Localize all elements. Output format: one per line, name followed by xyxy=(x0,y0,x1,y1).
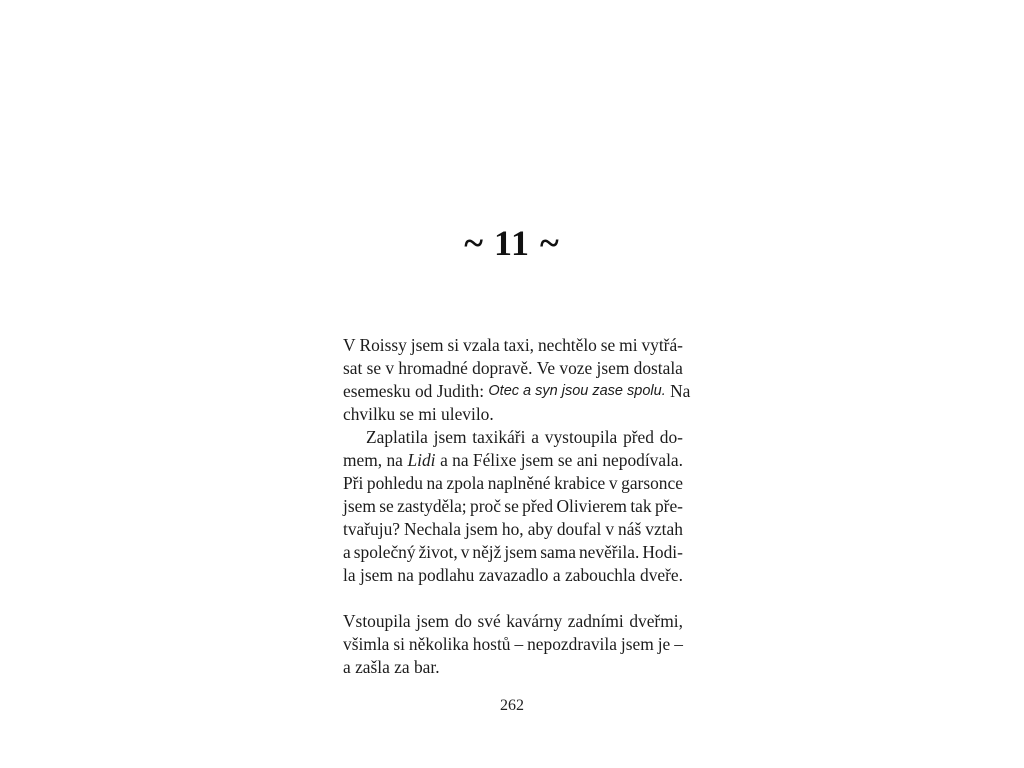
word: jsem xyxy=(343,496,376,516)
word: v xyxy=(460,542,470,562)
word: své xyxy=(477,611,501,631)
word: si xyxy=(447,335,460,355)
word: v xyxy=(605,519,615,539)
word: jsem xyxy=(416,611,450,631)
word: Vstoupila xyxy=(343,611,411,631)
word: dostala xyxy=(633,358,683,378)
word: Olivierem xyxy=(556,496,627,516)
word: jsem xyxy=(620,634,654,654)
word: do xyxy=(454,611,472,631)
word: a xyxy=(531,427,539,447)
word: jsem xyxy=(596,358,630,378)
word: život, xyxy=(418,542,458,562)
word: Ve xyxy=(536,358,556,378)
word: se xyxy=(504,496,519,516)
word: zavazadlo xyxy=(478,565,549,585)
word: dveřmi, xyxy=(629,611,683,631)
text-run: mem, na xyxy=(343,450,408,470)
text-line xyxy=(343,426,683,449)
word: nechtělo xyxy=(537,335,597,355)
word: je xyxy=(657,634,671,654)
word: Zaplatila xyxy=(366,427,428,447)
text-line xyxy=(343,334,683,357)
word: vzala xyxy=(463,335,500,355)
word: ho, xyxy=(501,519,524,539)
word: se xyxy=(600,335,616,355)
word: zpola xyxy=(446,473,485,493)
word: V xyxy=(343,335,356,355)
word: jsem xyxy=(360,565,393,585)
text-line xyxy=(343,610,683,633)
word: pře- xyxy=(654,496,683,516)
word: jsem xyxy=(410,335,444,355)
text-line xyxy=(343,495,683,518)
text-line xyxy=(343,357,683,380)
word: aby xyxy=(527,519,553,539)
word: jsem xyxy=(433,427,467,447)
word: pohledu xyxy=(366,473,423,493)
word: před xyxy=(623,427,654,447)
word: a xyxy=(552,565,561,585)
word: si xyxy=(393,634,405,654)
paragraph-gap xyxy=(343,587,683,610)
word: v xyxy=(608,473,618,493)
italic-name: Lidi xyxy=(407,450,436,470)
text-run: Na xyxy=(665,381,691,401)
word: tvařuju? xyxy=(343,519,400,539)
word: se xyxy=(379,496,394,516)
word: la xyxy=(343,565,356,585)
paragraph-2 xyxy=(343,426,683,587)
word: mi xyxy=(619,335,638,355)
word: nepozdravila xyxy=(527,634,617,654)
word: všimla xyxy=(343,634,390,654)
word: Hodi- xyxy=(642,542,683,562)
paragraph-1 xyxy=(343,334,691,426)
word: naplněné xyxy=(487,473,551,493)
page-number: 262 xyxy=(500,697,524,714)
word: proč xyxy=(470,496,501,516)
word: hromadné xyxy=(398,358,468,378)
paragraph-3 xyxy=(343,610,683,679)
word: vytřá- xyxy=(641,335,683,355)
word: – xyxy=(514,634,524,654)
word: sat xyxy=(343,358,363,378)
word: několika xyxy=(408,634,469,654)
word: taxi, xyxy=(503,335,535,355)
text-line xyxy=(343,633,683,656)
word: taxikáři xyxy=(472,427,526,447)
sms-quote: Otec a syn jsou zase spolu. xyxy=(488,383,666,399)
word: podlahu xyxy=(418,565,475,585)
word: v xyxy=(385,358,395,378)
word: tak xyxy=(630,496,652,516)
word: vystoupila xyxy=(544,427,618,447)
word: garsonce xyxy=(621,473,683,493)
word: zastyděla; xyxy=(397,496,467,516)
word: Roissy xyxy=(359,335,407,355)
word: do- xyxy=(659,427,683,447)
word: dveře. xyxy=(640,565,683,585)
text-line xyxy=(343,472,683,495)
text-run: esemesku od Judith: xyxy=(343,381,489,401)
word: před xyxy=(522,496,554,516)
word: Při xyxy=(343,473,364,493)
word: dopravě. xyxy=(472,358,533,378)
word: náš xyxy=(618,519,642,539)
word: zabouchla xyxy=(565,565,636,585)
word: společný xyxy=(353,542,416,562)
word: kavárny xyxy=(506,611,563,631)
text-run: a na Félixe jsem se ani nepodívala. xyxy=(435,450,683,470)
word: sama xyxy=(540,542,576,562)
word: se xyxy=(366,358,382,378)
text-line xyxy=(343,541,683,564)
word: na xyxy=(426,473,443,493)
word: jsem xyxy=(504,542,538,562)
word: jsem xyxy=(465,519,498,539)
chapter-heading: ~ 11 ~ xyxy=(464,223,560,263)
word: doufal xyxy=(556,519,602,539)
text-line: a zašla za bar. xyxy=(343,657,440,677)
word: krabice xyxy=(554,473,606,493)
word: a xyxy=(343,542,351,562)
text-line xyxy=(343,564,683,587)
word: vztah xyxy=(645,519,683,539)
word: voze xyxy=(559,358,593,378)
body-text xyxy=(343,334,691,679)
word: hostů xyxy=(472,634,511,654)
word: nějž xyxy=(472,542,502,562)
text-line xyxy=(343,380,691,403)
word: na xyxy=(397,565,414,585)
word: zadními xyxy=(567,611,624,631)
word: nevěřila. xyxy=(578,542,640,562)
word: – xyxy=(674,634,683,654)
text-line xyxy=(343,449,683,472)
word: Nechala xyxy=(404,519,461,539)
text-line xyxy=(343,518,683,541)
text-line: chvilku se mi ulevilo. xyxy=(343,404,494,424)
